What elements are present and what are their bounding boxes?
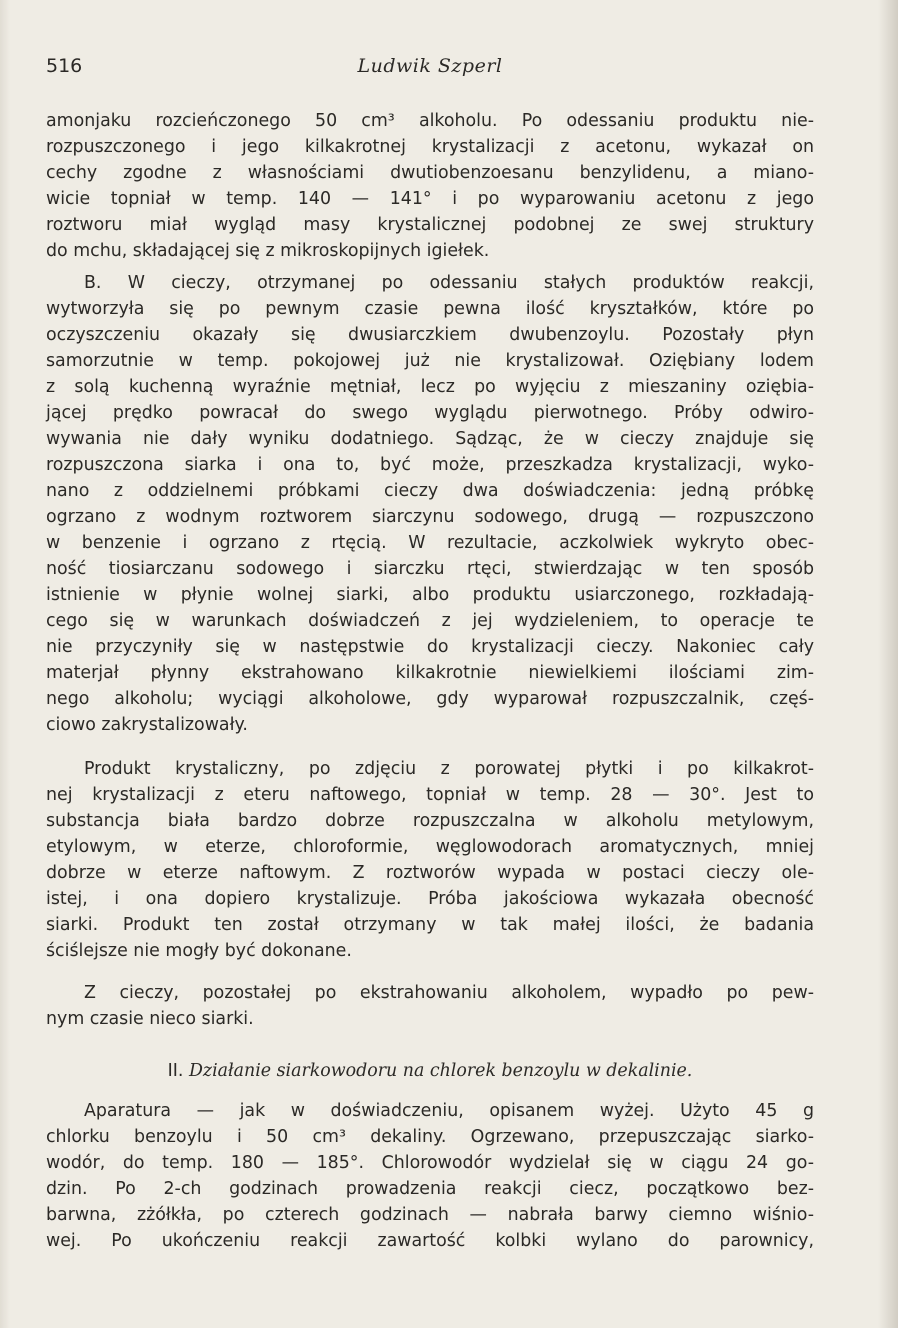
text-line: ciowo zakrystalizowały. bbox=[46, 715, 248, 735]
text-line: Z cieczy, pozostałej po ekstrahowaniu alkoholem, wypadło po pew- bbox=[84, 983, 814, 1003]
text-line: nie przyczyniły się w następstwie do krystalizacji cieczy. Nakoniec cały bbox=[46, 637, 814, 657]
paragraph-residue bbox=[46, 980, 814, 1032]
section-title: Działanie siarkowodoru na chlorek benzoylu w dekalinie. bbox=[188, 1061, 693, 1081]
text-line: istej, i ona dopiero krystalizuje. Próba jakościowa wykazała obecność bbox=[46, 889, 814, 909]
text-line: materjał płynny ekstrahowano kilkakrotnie niewielkiemi ilościami zim- bbox=[46, 663, 814, 683]
text-line: Aparatura — jak w doświadczeniu, opisanem wyżej. Użyto 45 g bbox=[84, 1101, 814, 1121]
paragraph-product bbox=[46, 756, 814, 964]
text-line: oczyszczeniu okazały się dwusiarczkiem dwubenzoylu. Pozostały płyn bbox=[46, 325, 814, 345]
text-line: nej krystalizacji z eteru naftowego, topniał w temp. 28 — 30°. Jest to bbox=[46, 785, 814, 805]
text-line: etylowym, w eterze, chloroformie, węglowodorach aromatycznych, mniej bbox=[46, 837, 814, 857]
text-line: istnienie w płynie wolnej siarki, albo produktu usiarczonego, rozkładają- bbox=[46, 585, 814, 605]
section-heading-line bbox=[46, 1058, 814, 1084]
text-line: samorzutnie w temp. pokojowej już nie krystalizował. Oziębiany lodem bbox=[46, 351, 814, 371]
text-line: rozpuszczonego i jego kilkakrotnej krystalizacji z acetonu, wykazał on bbox=[46, 137, 814, 157]
text-line: Produkt krystaliczny, po zdjęciu z porowatej płytki i po kilkakrot- bbox=[84, 759, 814, 779]
text-line: barwna, zżółkła, po czterech godzinach — nabrała barwy ciemno wiśnio- bbox=[46, 1205, 814, 1225]
text-line: B. W cieczy, otrzymanej po odessaniu stałych produktów reakcji, bbox=[84, 273, 814, 293]
text-line: wodór, do temp. 180 — 185°. Chlorowodór wydzielał się w ciągu 24 go- bbox=[46, 1153, 814, 1173]
text-line: amonjaku rozcieńczonego 50 cm³ alkoholu. Po odessaniu produktu nie- bbox=[46, 111, 814, 131]
text-line: z solą kuchenną wyraźnie mętniał, lecz po wyjęciu z mieszaniny oziębia- bbox=[46, 377, 814, 397]
text-line: roztworu miał wygląd masy krystalicznej podobnej ze swej struktury bbox=[46, 215, 814, 235]
text-line: ściślejsze nie mogły być dokonane. bbox=[46, 941, 352, 961]
text-line: wej. Po ukończeniu reakcji zawartość kolbki wylano do parownicy, bbox=[46, 1231, 814, 1251]
text-line: w benzenie i ogrzano z rtęcią. W rezultacie, aczkolwiek wykryto obec- bbox=[46, 533, 814, 553]
text-line: wytworzyła się po pewnym czasie pewna ilość kryształków, które po bbox=[46, 299, 814, 319]
text-line: dobrze w eterze naftowym. Z roztworów wypada w postaci cieczy ole- bbox=[46, 863, 814, 883]
text-line: nym czasie nieco siarki. bbox=[46, 1009, 254, 1029]
text-line: cechy zgodne z własnościami dwutiobenzoesanu benzylidenu, a miano- bbox=[46, 163, 814, 183]
page-number: 516 bbox=[46, 55, 83, 77]
text-line: ność tiosiarczanu sodowego i siarczku rtęci, stwierdzając w ten sposób bbox=[46, 559, 814, 579]
text-line: nego alkoholu; wyciągi alkoholowe, gdy wyparował rozpuszczalnik, częś- bbox=[46, 689, 814, 709]
text-line: wywania nie dały wyniku dodatniego. Sądząc, że w cieczy znajduje się bbox=[46, 429, 814, 449]
text-line: cego się w warunkach doświadczeń z jej wydzieleniem, to operacje te bbox=[46, 611, 814, 631]
paragraph-b bbox=[46, 270, 814, 738]
text-line: siarki. Produkt ten został otrzymany w tak małej ilości, że badania bbox=[46, 915, 814, 935]
page-shadow-right bbox=[878, 0, 898, 1328]
text-line: nano z oddzielnemi próbkami cieczy dwa doświadczenia: jedną próbkę bbox=[46, 481, 814, 501]
page-header bbox=[46, 55, 814, 81]
text-line: chlorku benzoylu i 50 cm³ dekaliny. Ogrzewano, przepuszczając siarko- bbox=[46, 1127, 814, 1147]
text-line: ogrzano z wodnym roztworem siarczynu sodowego, drugą — rozpuszczono bbox=[46, 507, 814, 527]
text-line: jącej prędko powracał do swego wyglądu pierwotnego. Próby odwiro- bbox=[46, 403, 814, 423]
section-heading bbox=[46, 1058, 814, 1084]
running-title: Ludwik Szperl bbox=[357, 55, 503, 77]
text-line: dzin. Po 2-ch godzinach prowadzenia reakcji ciecz, początkowo bez- bbox=[46, 1179, 814, 1199]
paragraph-continuation bbox=[46, 108, 814, 264]
paragraph-apparatus bbox=[46, 1098, 814, 1254]
text-line: rozpuszczona siarka i ona to, być może, przeszkadza krystalizacji, wyko- bbox=[46, 455, 814, 475]
section-number: II. bbox=[167, 1061, 184, 1081]
page-shadow-left bbox=[0, 0, 10, 1328]
text-line: substancja biała bardzo dobrze rozpuszczalna w alkoholu metylowym, bbox=[46, 811, 814, 831]
text-line: wicie topniał w temp. 140 — 141° i po wyparowaniu acetonu z jego bbox=[46, 189, 814, 209]
text-line: do mchu, składającej się z mikroskopijnych igiełek. bbox=[46, 241, 490, 261]
